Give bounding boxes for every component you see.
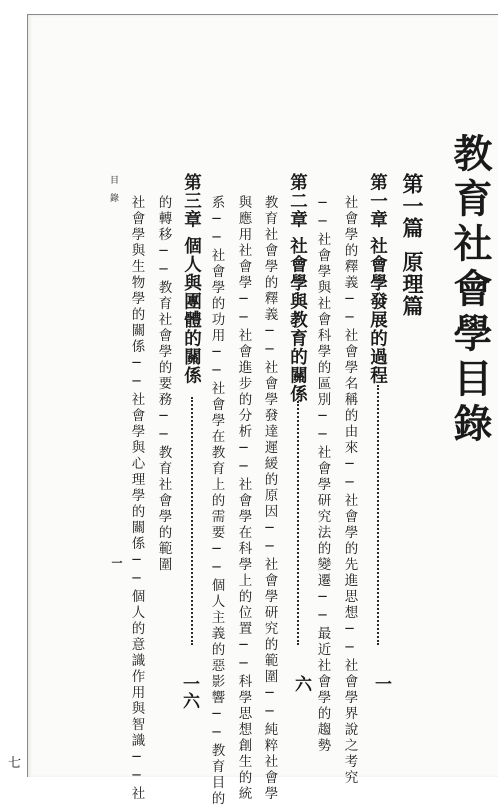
chapter-3-number: 第三章	[181, 173, 202, 229]
part-label: 第一篇	[400, 173, 425, 239]
running-header: 目錄	[108, 175, 118, 211]
chapter-3-title: 個人與團體的關係	[181, 236, 202, 385]
document-page	[27, 14, 498, 807]
chapter-2-number: 第二章	[287, 173, 308, 229]
chapter-1-topics-line-1: 社會學的釋義──社會學名稱的由來──社會學的先進思想──社會學界說之考究	[341, 195, 358, 786]
chapter-1-heading	[368, 173, 386, 385]
chapter-2-topics-line-1: 教育社會學的釋義──社會學發達遲緩的原因──社會學研究的範圍──純粹社會學	[261, 195, 278, 802]
chapter-1-topics-line-2: ──社會學與社會科學的區別──社會學研究法的變遷──最近社會學的趨勢	[314, 195, 331, 754]
chapter-2-page-number: 六	[291, 675, 311, 692]
chapter-1-page-number: 一	[371, 675, 391, 692]
chapter-2-topics-line-2: 與應用社會學──社會進步的分析──社會學在科學上的位置──科學思想創生的統	[235, 195, 252, 802]
chapter-1-leader-dots	[377, 385, 379, 645]
part-heading	[402, 173, 423, 317]
book-title: 教育社會學目錄	[447, 133, 493, 448]
chapter-2-topics-line-4: 的轉移──教育社會學的要務──教育社會學的範圍	[155, 195, 172, 573]
outer-page-number: 七	[8, 756, 22, 771]
folio-number: 一	[110, 557, 123, 568]
part-name: 原理篇	[400, 251, 425, 317]
chapter-3-leader-dots	[191, 397, 193, 645]
chapter-1-title: 社會學發展的過程	[367, 236, 388, 385]
chapter-1-number: 第一章	[367, 173, 388, 229]
chapter-2-topics-line-3: 系──社會學的功用──社會學在教育上的需要──個人主義的惡影響──教育目的	[208, 195, 225, 807]
chapter-3-topics-line-1: 社會學與生物學的關係──社會學與心理學的關係──個人的意識作用與智識──社	[128, 195, 145, 802]
chapter-3-heading	[182, 173, 200, 385]
chapter-2-leader-dots	[297, 401, 299, 645]
chapter-3-page-number: 一六	[179, 675, 199, 709]
chapter-2-heading	[288, 173, 306, 403]
chapter-2-title: 社會學與教育的關係	[287, 236, 308, 403]
